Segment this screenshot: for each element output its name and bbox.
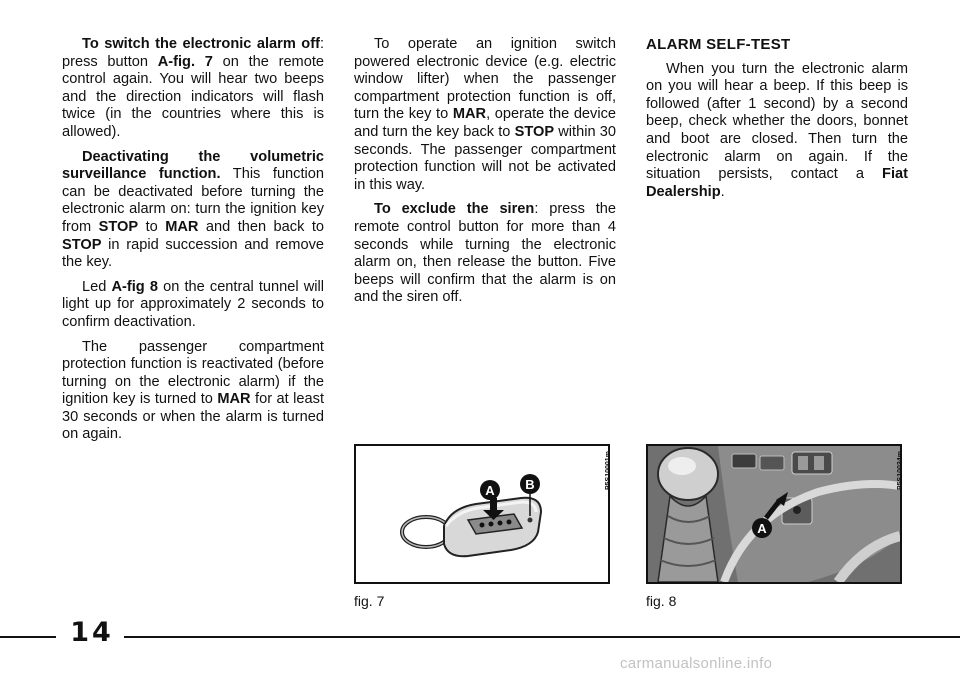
text-column-3 [646,36,908,208]
switch [760,456,784,470]
text-run: , operate the device and turn the key back to [354,106,617,140]
paragraph-deactivating [62,149,324,272]
figure-7-remote-control [354,444,610,584]
footer-rule-right [124,636,960,638]
text-run: and then back to [198,218,325,235]
text-run: : press the remote control button for more than 4 seconds while turning the electronic alarm on, then release the button. Five beeps will confirm that the alarm is on and the siren off. [354,201,616,306]
label-b: B [525,477,535,492]
text-run: within 30 seconds. The passenger compartment protection function will not be activated in this way. [354,123,616,193]
bold-phrase: To exclude the siren [374,201,535,218]
text-column-2 [354,36,616,314]
key-position: MAR [452,106,487,123]
led [528,518,533,523]
footer-rule-left [0,636,56,638]
text-run: When you turn the electronic alarm on you will hear a beep. If this beep is followed (after 1 second) by a second beep, check whether the doors, bonnet and boot are closed. Then turn the electronic alarm on again. If the situation persists, contact a [646,60,908,183]
central-tunnel-illustration [648,446,900,582]
button-dot [489,522,494,527]
text-column-1 [62,36,324,451]
key-position: MAR [165,218,199,235]
button-dot [480,523,485,528]
page-number: 14 [70,617,114,648]
remote-control-illustration [356,446,608,582]
key-position: STOP [514,123,555,140]
gear-knob-highlight [668,457,696,475]
text-run: for at least 30 seconds or when the alarm is turned on again. [62,391,324,443]
text-run: To operate an ignition switch powered electronic device (e.g. electric window lifter) when the passenger compartment protection function is off, turn the key to [354,36,616,123]
figure-7-caption: fig. 7 [354,593,385,609]
paragraph-ignition-device [354,36,616,194]
paragraph-self-test [646,61,908,202]
switch-key [814,456,824,470]
paragraph-exclude-siren [354,201,616,307]
switch-key [798,456,808,470]
text-run: on the remote control again. You will hear two beeps and the direction indicators will flash twice (in the countries where this is allowed). [62,53,325,140]
figure-reference: A-fig 8 [111,278,158,295]
button-dot [507,520,512,525]
text-run: Led [82,278,112,295]
bold-phrase: Deactivating the volumetric surveillance function. [62,148,324,183]
text-run: in rapid succession and remove the key. [62,236,324,271]
text-run: : press button [62,36,324,70]
figure-8-code: P5S10034m [897,451,904,490]
text-run: to [138,218,166,235]
bold-phrase: Fiat Dealership [646,166,908,200]
key-position: STOP [62,236,102,253]
figure-reference: A-fig. 7 [157,53,213,70]
paragraph-switch-off [62,36,324,142]
section-heading: ALARM SELF-TEST [646,36,791,53]
paragraph-reactivation [62,339,324,445]
watermark: carmanualsonline.info [620,655,773,672]
paragraph-led [62,279,324,332]
led [793,506,801,514]
key-position: STOP [98,218,139,235]
arrow-shaft [490,498,497,512]
key-position: MAR [217,391,251,408]
text-run: This function can be deactivated before turning the electronic alarm on: turn the ignition key from [62,166,325,235]
switch [732,454,756,468]
button-dot [498,521,503,526]
text-run: . [720,183,725,200]
label-a: A [757,521,767,536]
figure-8-caption: fig. 8 [646,593,677,609]
text-run: The passenger compartment protection function is reactivated (before turning on the electronic alarm) if the ignition key is turned to [62,338,324,408]
figure-7-code: P5S10001m [605,451,612,490]
bold-phrase: To switch the electronic alarm off [82,36,320,52]
label-a: A [485,483,495,498]
text-run: on the central tunnel will light up for approximately 2 seconds to confirm deactivation. [62,278,324,330]
figure-8-central-tunnel [646,444,902,584]
key-ring-highlight [402,517,450,547]
